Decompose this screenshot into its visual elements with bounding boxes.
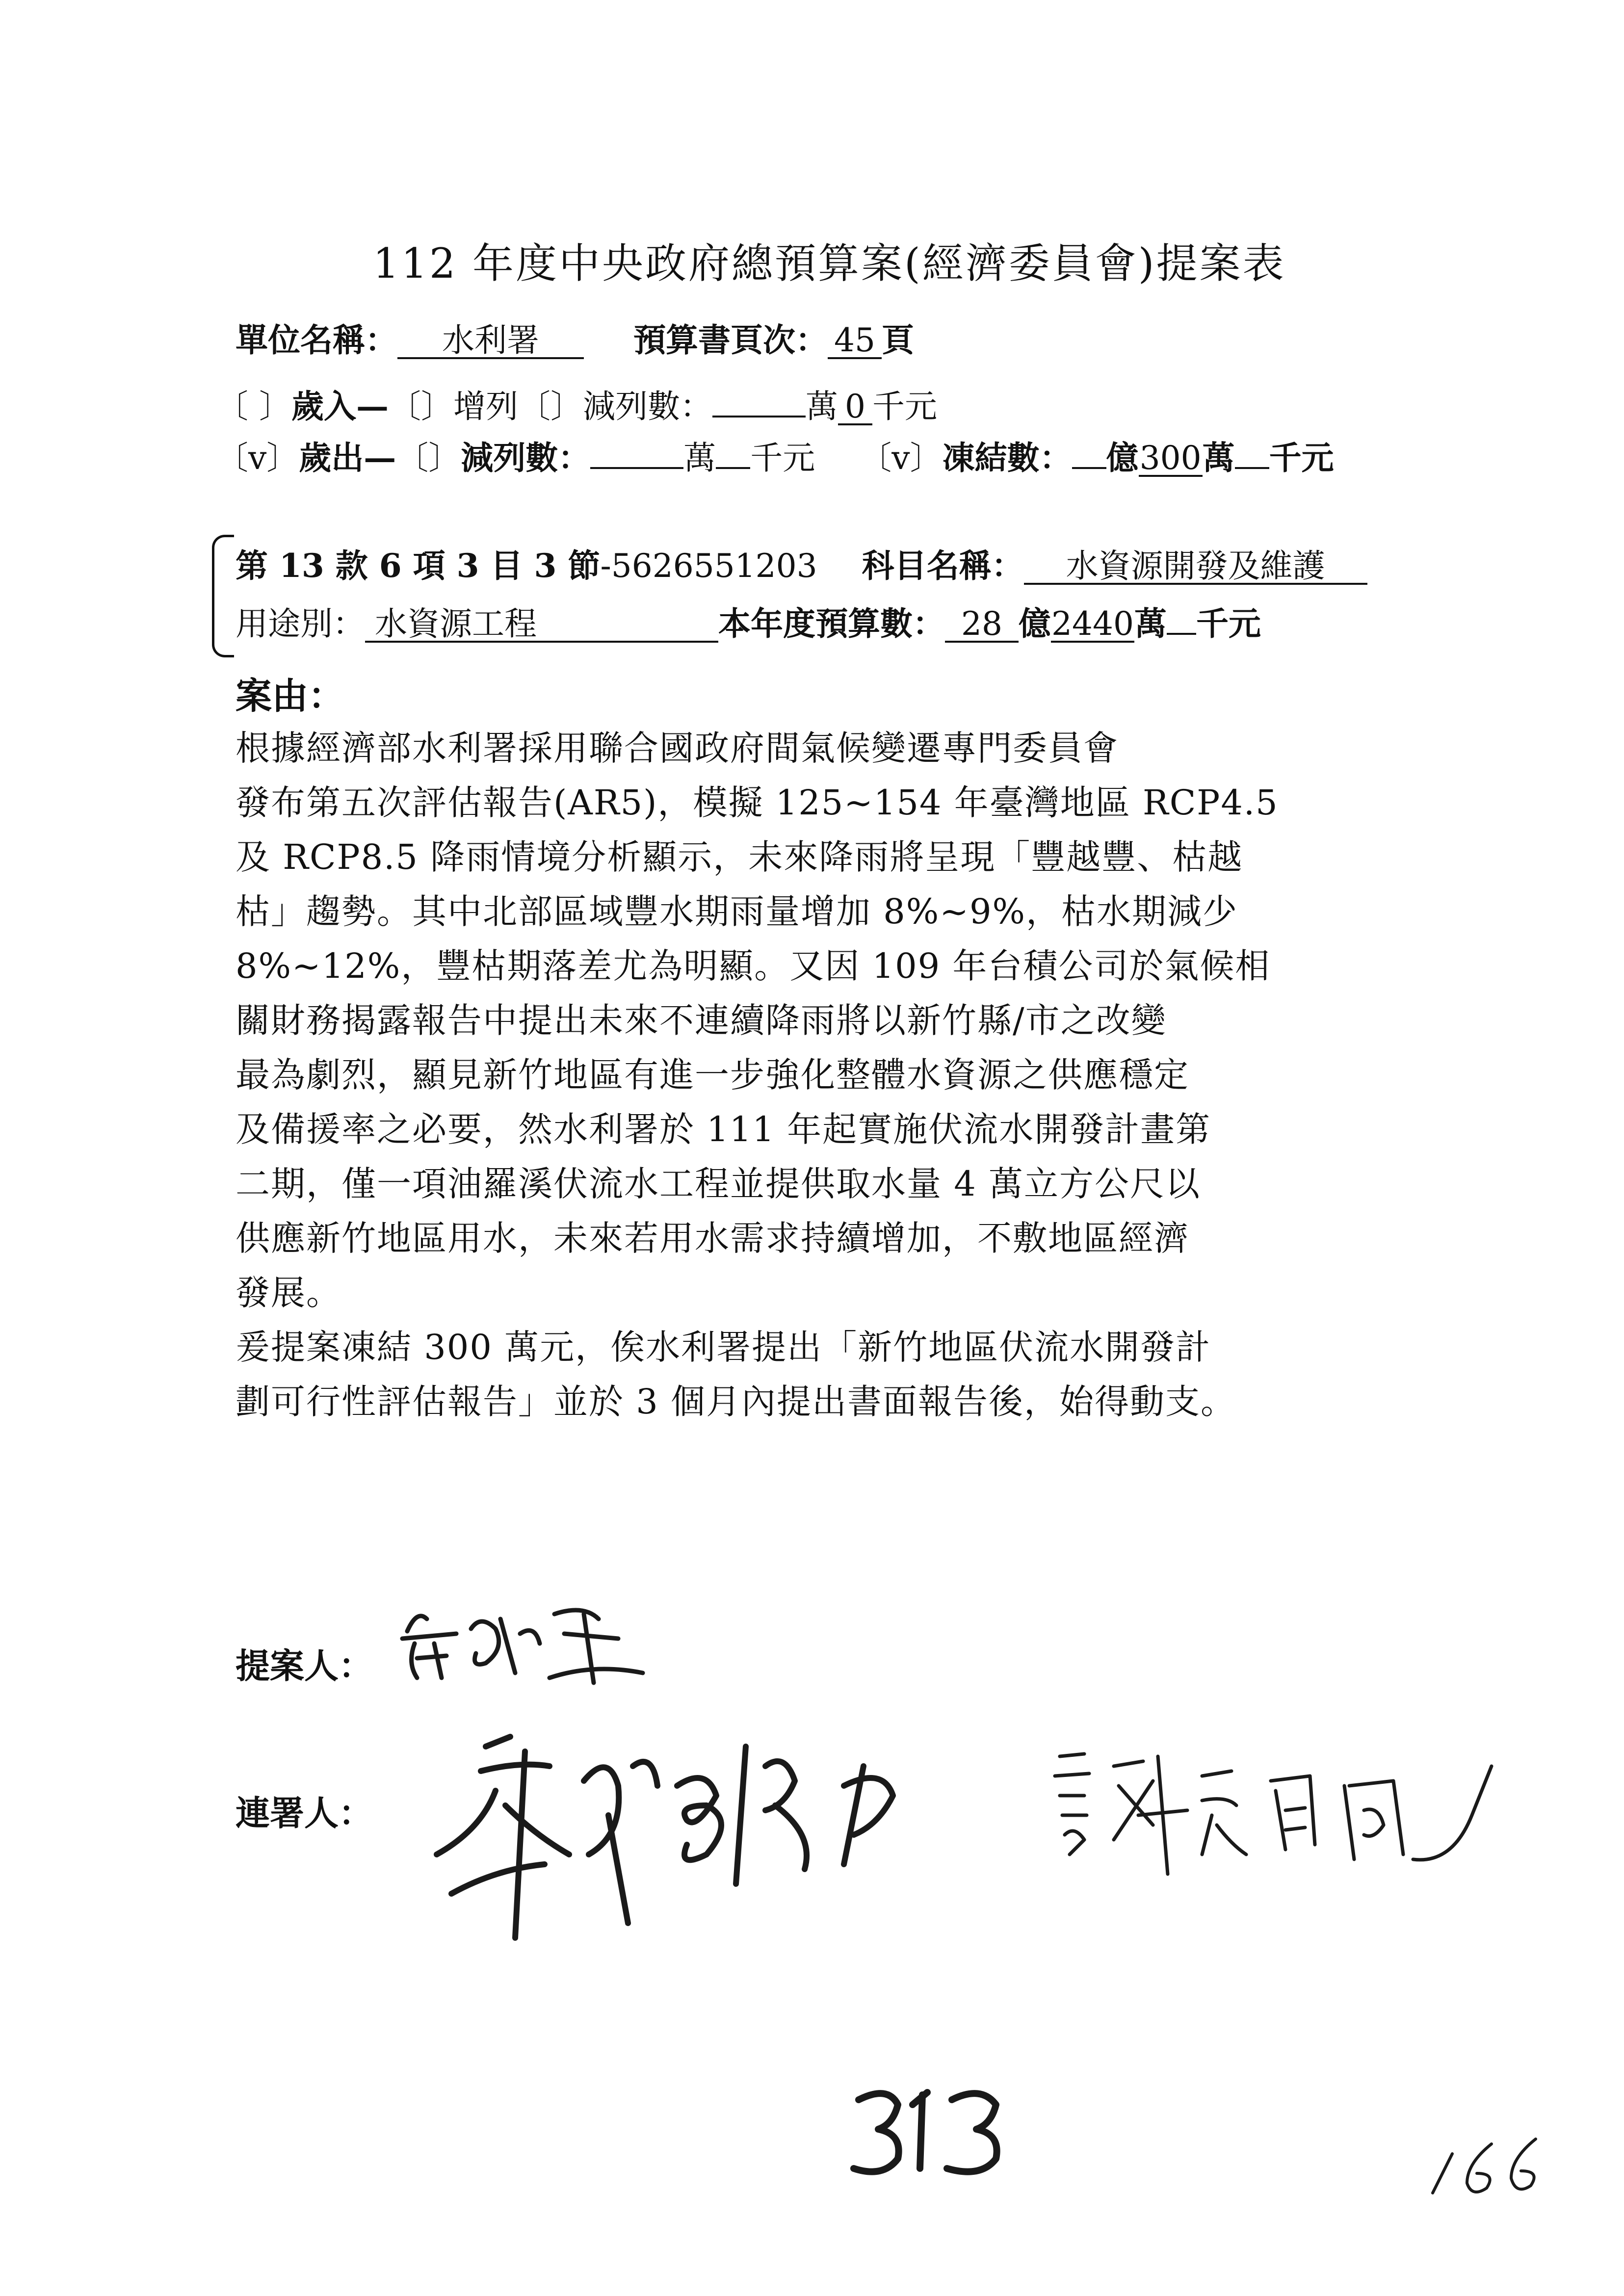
reason-line: 劃可行性評估報告」並於 3 個月內提出書面報告後，始得動支。 — [236, 1382, 1236, 1422]
reason-line: 二期，僅一項油羅溪伏流水工程並提供取水量 4 萬立方公尺以 — [236, 1164, 1201, 1204]
revenue-decrease-label: 減列數： — [583, 388, 712, 425]
freeze-checkbox-close: 〕 — [910, 439, 943, 477]
page-ref-label: 預算書頁次： — [633, 321, 828, 359]
freeze-checkbox-mark: v — [891, 439, 910, 477]
reason-body — [236, 721, 1279, 1429]
budget-wan-unit: 萬 — [1134, 604, 1167, 643]
revenue-wan-value — [712, 416, 806, 417]
budget-thousand-unit: 千元 — [1196, 604, 1261, 643]
budget-wan-value: 2440 — [1051, 605, 1134, 643]
page-ref-suffix: 頁 — [881, 321, 914, 359]
expenditure-decrease-label: 減列數： — [461, 439, 591, 477]
reason-line: 及備援率之必要，然水利署於 111 年起實施伏流水開發計畫第 — [236, 1109, 1211, 1149]
budget-yi-unit: 億 — [1019, 604, 1051, 643]
revenue-row — [216, 380, 937, 427]
unit-label: 單位名稱： — [236, 321, 397, 359]
expenditure-checkbox-open: 〔 — [216, 439, 248, 477]
purpose-label: 用途別： — [236, 605, 365, 643]
freeze-checkbox-open: 〔 — [859, 439, 892, 477]
revenue-checkbox-open: 〔 — [216, 388, 248, 425]
decrease-checkbox-close: 〕 — [550, 388, 583, 425]
freeze-label: 凍結數： — [942, 439, 1072, 477]
expenditure-thousand-value — [716, 467, 750, 469]
handwritten-number-drawing — [1423, 2124, 1550, 2208]
increase-label: 增列 — [453, 388, 518, 425]
expenditure-wan-value — [590, 467, 683, 469]
subject-label: 科目名稱： — [862, 547, 1024, 585]
expenditure-label: 歲出— — [299, 439, 396, 477]
revenue-thousand-unit: 千元 — [872, 388, 937, 425]
freeze-thousand-value — [1235, 467, 1269, 469]
expenditure-checkbox-close: 〕 — [266, 439, 299, 477]
item-number: -5626551203 — [600, 547, 817, 585]
unit-row — [236, 314, 914, 361]
unit-value: 水利署 — [397, 323, 584, 359]
reason-line: 根據經濟部水利署採用聯合國政府間氣候變遷專門委員會 — [236, 728, 1119, 768]
reason-line: 最為劇烈，顯見新竹地區有進一步強化整體水資源之供應穩定 — [236, 1055, 1189, 1095]
freeze-yi-value — [1072, 467, 1106, 469]
expenditure-wan-unit: 萬 — [683, 439, 716, 477]
proposer-signature — [388, 1585, 662, 1697]
budget-thousand-value — [1167, 633, 1196, 635]
proposer-label: 提案人： — [236, 1645, 373, 1686]
item-bracket — [212, 535, 234, 657]
reason-line: 關財務揭露報告中提出未來不連續降雨將以新竹縣/市之改變 — [236, 1000, 1167, 1041]
item-purpose-row — [236, 598, 1261, 644]
reason-line: 發展。 — [236, 1273, 341, 1313]
freeze-wan-value: 300 — [1139, 441, 1203, 477]
revenue-thousand-value: 0 — [838, 390, 872, 425]
expenditure-row — [216, 432, 1334, 478]
purpose-value: 水資源工程 — [365, 607, 718, 643]
expenditure-checkbox-mark: v — [248, 439, 267, 477]
cosigner-label: 連署人： — [236, 1793, 373, 1833]
increase-checkbox-open: 〔 — [389, 388, 421, 425]
reason-line: 及 RCP8.5 降雨情境分析顯示，未來降雨將呈現「豐越豐、枯越 — [236, 837, 1243, 877]
reason-line: 爰提案凍結 300 萬元，俟水利署提出「新竹地區伏流水開發計 — [236, 1327, 1211, 1367]
item-code-row — [236, 540, 1367, 586]
revenue-wan-unit: 萬 — [806, 388, 838, 425]
item-code: 第 13 款 6 項 3 目 3 節 — [236, 547, 601, 585]
reason-line: 8%~12%，豐枯期落差尤為明顯。又因 109 年台積公司於氣候相 — [236, 946, 1271, 986]
reason-line: 發布第五次評估報告(AR5)，模擬 125~154 年臺灣地區 RCP4.5 — [236, 783, 1279, 823]
page-title: 112 年度中央政府總預算案(經濟委員會)提案表 — [373, 239, 1286, 287]
increase-checkbox-close: 〕 — [421, 388, 453, 425]
freeze-wan-unit: 萬 — [1202, 439, 1235, 477]
reason-line: 供應新竹地區用水，未來若用水需求持續增加，不敷地區經濟 — [236, 1218, 1189, 1258]
reason-line: 枯」趨勢。其中北部區域豐水期雨量增加 8%~9%，枯水期減少 — [236, 891, 1238, 932]
reason-heading: 案由： — [236, 675, 344, 717]
exp-decrease-checkbox-open: 〔 — [396, 439, 429, 477]
freeze-yi-unit: 億 — [1106, 439, 1139, 477]
decrease-checkbox-open: 〔 — [518, 388, 550, 425]
cosigner-signature-1 — [422, 1707, 922, 1962]
page-ref-value: 45 — [828, 323, 882, 359]
page-number-drawing — [849, 2080, 1016, 2188]
budget-label: 本年度預算數： — [718, 604, 945, 643]
cosigner-signature-2 — [1040, 1727, 1501, 1884]
revenue-checkbox-close: 〕 — [259, 388, 291, 425]
budget-yi-value: 28 — [945, 607, 1019, 643]
freeze-thousand-unit: 千元 — [1269, 439, 1334, 477]
subject-value: 水資源開發及維護 — [1024, 549, 1367, 585]
exp-decrease-checkbox-close: 〕 — [428, 439, 461, 477]
expenditure-thousand-unit: 千元 — [750, 439, 815, 477]
revenue-label: 歲入— — [291, 387, 389, 425]
